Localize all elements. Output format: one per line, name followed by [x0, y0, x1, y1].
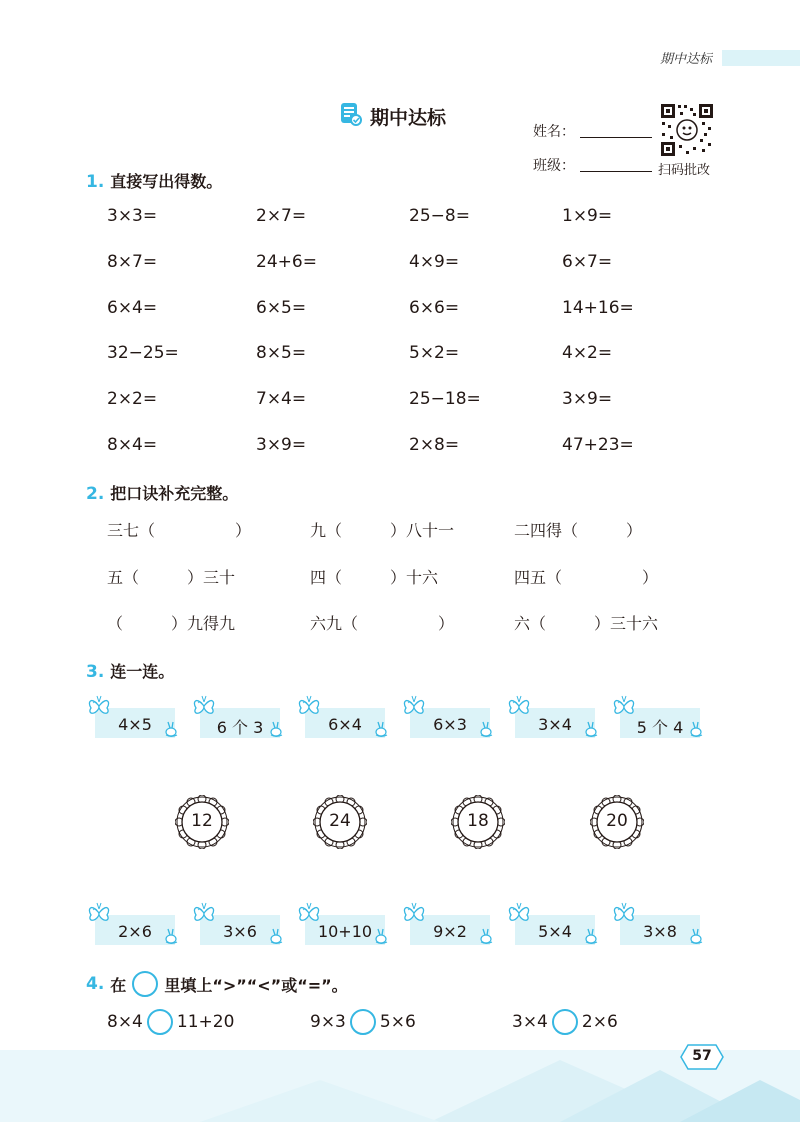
- rabbit-icon: [163, 720, 181, 740]
- example-circle-icon: [132, 971, 158, 997]
- match-card-top[interactable]: 4×5: [95, 708, 175, 738]
- formula-blank[interactable]: 四五（ ）: [514, 568, 659, 587]
- equation: 8×5=: [256, 343, 307, 363]
- equation: 6×7=: [562, 252, 613, 272]
- formula-blank[interactable]: 六（ ）三十六: [514, 614, 659, 633]
- section-2-number: 2.: [86, 484, 105, 504]
- equation: 47+23=: [562, 435, 634, 455]
- compare-circle-input[interactable]: [147, 1009, 173, 1035]
- match-card-top[interactable]: 5 个 4: [620, 708, 700, 738]
- section-1-title: 直接写出得数。: [110, 172, 223, 191]
- section-4-suffix: 里填上“>”“<”或“=”。: [164, 975, 348, 995]
- equation: 4×2=: [562, 343, 613, 363]
- formula-blank[interactable]: 六九（ ）: [310, 614, 455, 633]
- number-flower[interactable]: 24: [313, 795, 367, 849]
- equation: 5×2=: [409, 343, 460, 363]
- header-tag: [600, 48, 800, 68]
- formula-blank[interactable]: （ ）九得九: [107, 614, 236, 633]
- document-icon: [340, 102, 362, 130]
- equation: 32−25=: [107, 343, 179, 363]
- equation: 2×8=: [409, 435, 460, 455]
- compare-item: 8×4 11+20: [107, 1009, 234, 1035]
- match-card-top[interactable]: 6×4: [305, 708, 385, 738]
- rabbit-icon: [163, 927, 181, 947]
- rabbit-icon: [373, 927, 391, 947]
- match-card-bottom[interactable]: 3×8: [620, 915, 700, 945]
- formula-blank[interactable]: 四（ ）十六: [310, 568, 439, 587]
- class-label: 班级：: [533, 158, 575, 174]
- equation: 25−8=: [409, 206, 470, 226]
- section-3-number: 3.: [86, 662, 105, 682]
- rabbit-icon: [373, 720, 391, 740]
- section-1-heading: [86, 169, 222, 192]
- equation: 2×7=: [256, 206, 307, 226]
- qr-caption: 扫码批改: [658, 163, 711, 178]
- formula-blank[interactable]: 二四得（ ）: [514, 521, 643, 540]
- match-card-bottom[interactable]: 3×6: [200, 915, 280, 945]
- section-2-title: 把口诀补充完整。: [110, 484, 239, 503]
- equation: 3×3=: [107, 206, 158, 226]
- title-text: 期中达标: [370, 106, 447, 129]
- section-3-title: 连一连。: [110, 662, 175, 681]
- compare-item: 3×4 2×6: [512, 1009, 618, 1035]
- equation: 8×7=: [107, 252, 158, 272]
- class-field[interactable]: [580, 171, 652, 172]
- rabbit-icon: [583, 927, 601, 947]
- rabbit-icon: [583, 720, 601, 740]
- equation: 7×4=: [256, 389, 307, 409]
- equation: 6×4=: [107, 298, 158, 318]
- equation: 25−18=: [409, 389, 481, 409]
- header-tag-bar: [722, 50, 800, 66]
- match-card-top[interactable]: 6×3: [410, 708, 490, 738]
- equation: 3×9=: [562, 389, 613, 409]
- section-4-prefix: 在: [110, 975, 127, 995]
- section-3-heading: [86, 659, 174, 682]
- rabbit-icon: [688, 720, 706, 740]
- match-card-bottom[interactable]: 2×6: [95, 915, 175, 945]
- equation: 24+6=: [256, 252, 317, 272]
- qr-code-icon[interactable]: [660, 103, 714, 157]
- match-card-bottom[interactable]: 9×2: [410, 915, 490, 945]
- match-card-bottom[interactable]: 10+10: [305, 915, 385, 945]
- match-card-bottom[interactable]: 5×4: [515, 915, 595, 945]
- formula-blank[interactable]: 三七（ ）: [107, 521, 252, 540]
- rabbit-icon: [478, 720, 496, 740]
- header-tag-text: 期中达标: [660, 52, 713, 67]
- equation: 6×5=: [256, 298, 307, 318]
- equation: 14+16=: [562, 298, 634, 318]
- match-card-top[interactable]: 6 个 3: [200, 708, 280, 738]
- rabbit-icon: [268, 927, 286, 947]
- name-field[interactable]: [580, 137, 652, 138]
- number-flower[interactable]: 18: [451, 795, 505, 849]
- number-flower[interactable]: 20: [590, 795, 644, 849]
- equation: 6×6=: [409, 298, 460, 318]
- compare-item: 9×3 5×6: [310, 1009, 416, 1035]
- rabbit-icon: [268, 720, 286, 740]
- name-label: 姓名：: [533, 124, 575, 140]
- section-4-number: 4.: [86, 974, 105, 994]
- equation: 4×9=: [409, 252, 460, 272]
- compare-circle-input[interactable]: [350, 1009, 376, 1035]
- formula-blank[interactable]: 九（ ）八十一: [310, 521, 455, 540]
- rabbit-icon: [478, 927, 496, 947]
- equation: 2×2=: [107, 389, 158, 409]
- formula-blank[interactable]: 五（ ）三十: [107, 568, 236, 587]
- section-1-number: 1.: [86, 172, 105, 192]
- equation: 8×4=: [107, 435, 158, 455]
- rabbit-icon: [688, 927, 706, 947]
- compare-circle-input[interactable]: [552, 1009, 578, 1035]
- equation: 1×9=: [562, 206, 613, 226]
- number-flower[interactable]: 12: [175, 795, 229, 849]
- section-2-heading: [86, 481, 238, 504]
- section-4-heading: [86, 971, 348, 997]
- match-card-top[interactable]: 3×4: [515, 708, 595, 738]
- page-number: 57: [680, 1044, 724, 1070]
- equation: 3×9=: [256, 435, 307, 455]
- page-title: [340, 102, 446, 130]
